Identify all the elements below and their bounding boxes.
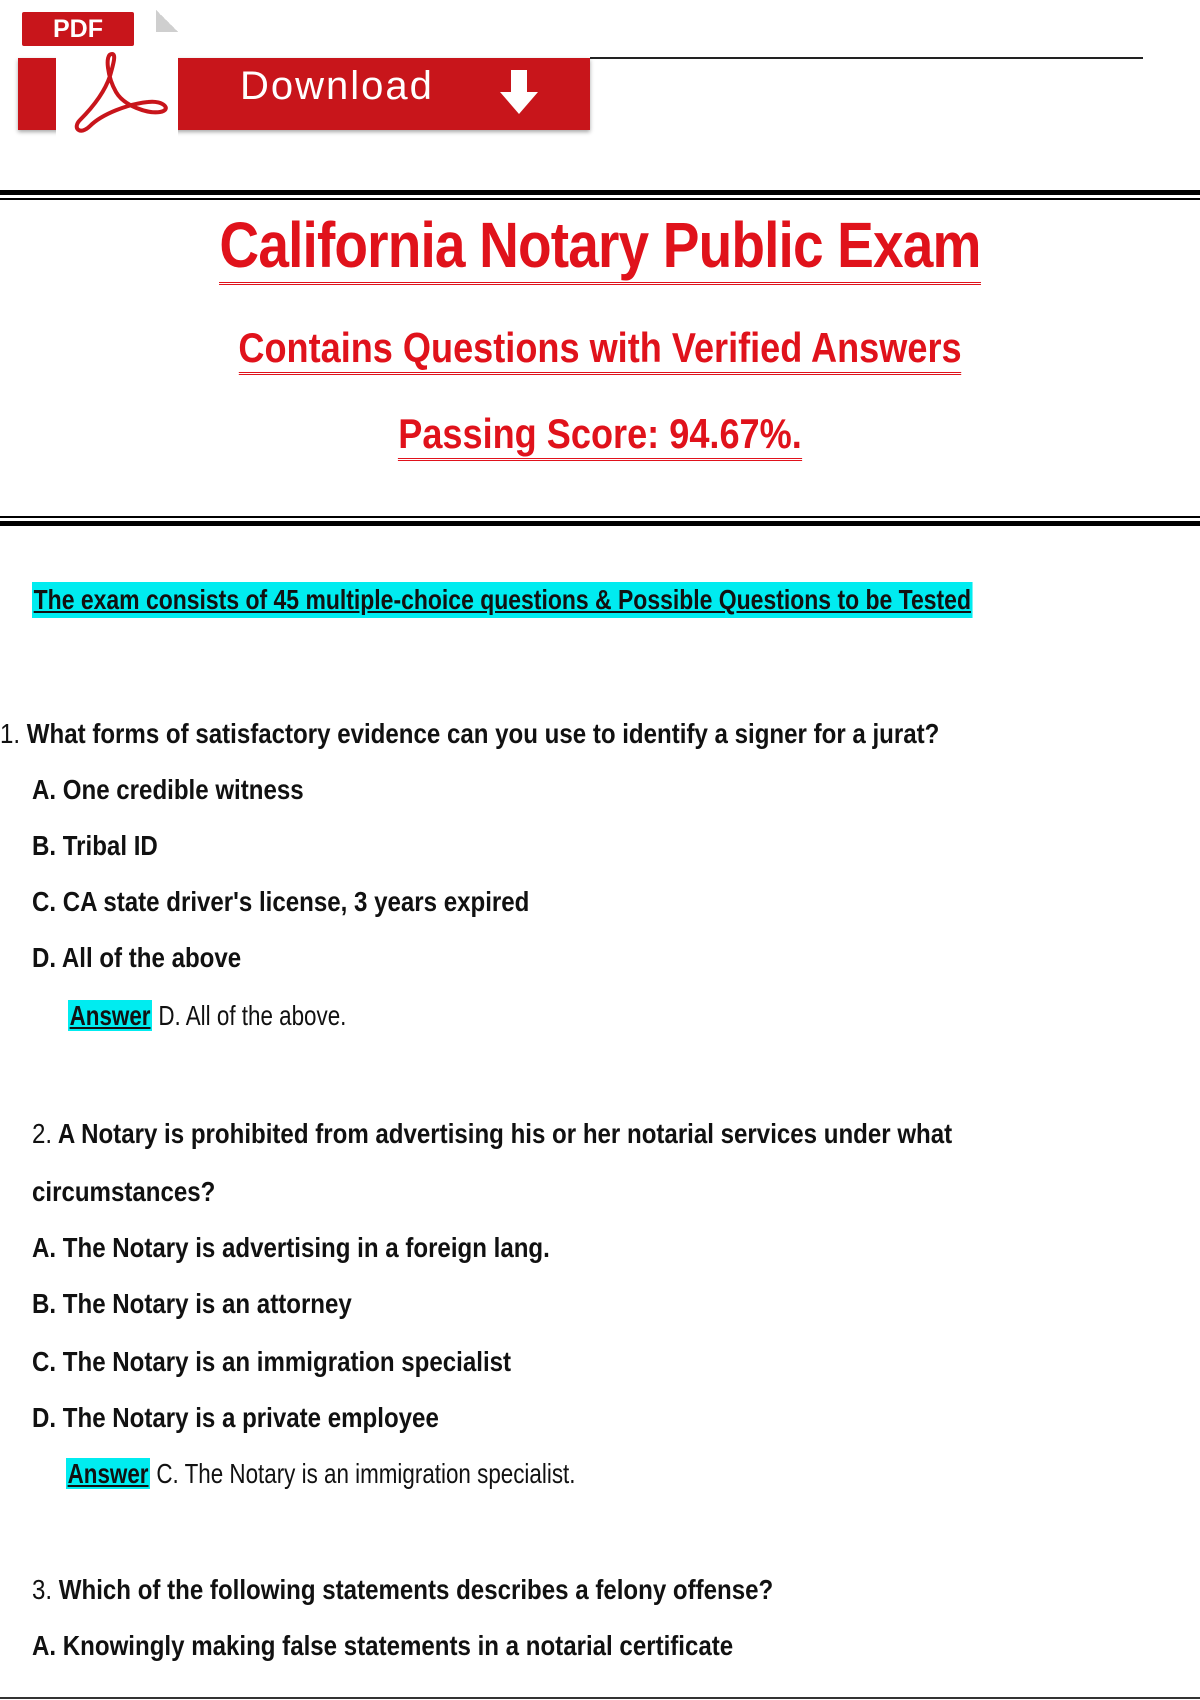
option-2d	[32, 1402, 439, 1434]
option-2a	[32, 1232, 550, 1264]
page-title: California Notary Public Exam	[84, 208, 1116, 282]
question-number: 1.	[0, 718, 21, 749]
bottom-rule	[0, 521, 1200, 526]
option-text: The Notary is a private employee	[62, 1402, 439, 1433]
option-text: The Notary is advertising in a foreign lang.	[62, 1232, 550, 1263]
answer-label: Answer	[69, 1000, 151, 1031]
answer-1	[68, 1000, 346, 1032]
acrobat-logo-icon	[64, 48, 172, 136]
answer-text: D. All of the above.	[158, 1000, 347, 1031]
option-letter: C.	[32, 886, 57, 917]
option-letter: D.	[32, 942, 57, 973]
page-subtitle: Contains Questions with Verified Answers	[84, 324, 1116, 372]
option-2b	[32, 1288, 352, 1320]
title-block	[0, 200, 1200, 458]
question-2	[32, 1118, 952, 1150]
option-text: Knowingly making false statements in a notarial certificate	[62, 1630, 734, 1661]
option-text: Tribal ID	[62, 830, 158, 861]
option-letter: A.	[32, 774, 57, 805]
option-text: CA state driver's license, 3 years expired	[62, 886, 530, 917]
question-1	[0, 718, 939, 750]
bottom-rule-thin	[0, 516, 1200, 518]
question-number: 2.	[32, 1118, 53, 1149]
exam-intro: The exam consists of 45 multiple-choice questions & Possible Questions to be Tested	[32, 582, 973, 618]
banner-divider	[590, 57, 1143, 59]
passing-score: Passing Score: 94.67%.	[84, 410, 1116, 458]
question-text: Which of the following statements describes a felony offense?	[58, 1574, 774, 1605]
option-letter: A.	[32, 1630, 57, 1661]
pdf-tag: PDF	[22, 12, 134, 46]
download-arrow-icon	[496, 68, 542, 118]
top-rule	[0, 190, 1200, 195]
question-text: A Notary is prohibited from advertising his or her notarial services under what	[57, 1118, 953, 1149]
option-1a	[32, 774, 304, 806]
option-text: All of the above	[61, 942, 242, 973]
question-2-continued	[32, 1176, 215, 1208]
pdf-download-banner[interactable]	[0, 0, 1200, 170]
page-bottom-rule	[0, 1697, 1200, 1699]
question-number: 3.	[32, 1574, 53, 1605]
option-1c	[32, 886, 529, 918]
option-text: One credible witness	[62, 774, 304, 805]
option-text: The Notary is an immigration specialist	[62, 1346, 512, 1377]
option-1d	[32, 942, 241, 974]
option-1b	[32, 830, 158, 862]
option-text: The Notary is an attorney	[62, 1288, 352, 1319]
answer-text: C. The Notary is an immigration specialist.	[156, 1458, 576, 1489]
option-letter: B.	[32, 1288, 57, 1319]
option-letter: D.	[32, 1402, 57, 1433]
answer-2	[66, 1458, 575, 1490]
option-letter: A.	[32, 1232, 57, 1263]
answer-label: Answer	[67, 1458, 149, 1489]
option-letter: C.	[32, 1346, 57, 1377]
question-text: What forms of satisfactory evidence can you use to identify a signer for a jurat?	[26, 718, 940, 749]
question-3	[32, 1574, 773, 1606]
option-2c	[32, 1346, 511, 1378]
question-text: circumstances?	[32, 1176, 216, 1207]
option-letter: B.	[32, 830, 57, 861]
page-fold-corner	[156, 10, 178, 32]
option-3a	[32, 1630, 733, 1662]
download-label: Download	[240, 64, 434, 108]
